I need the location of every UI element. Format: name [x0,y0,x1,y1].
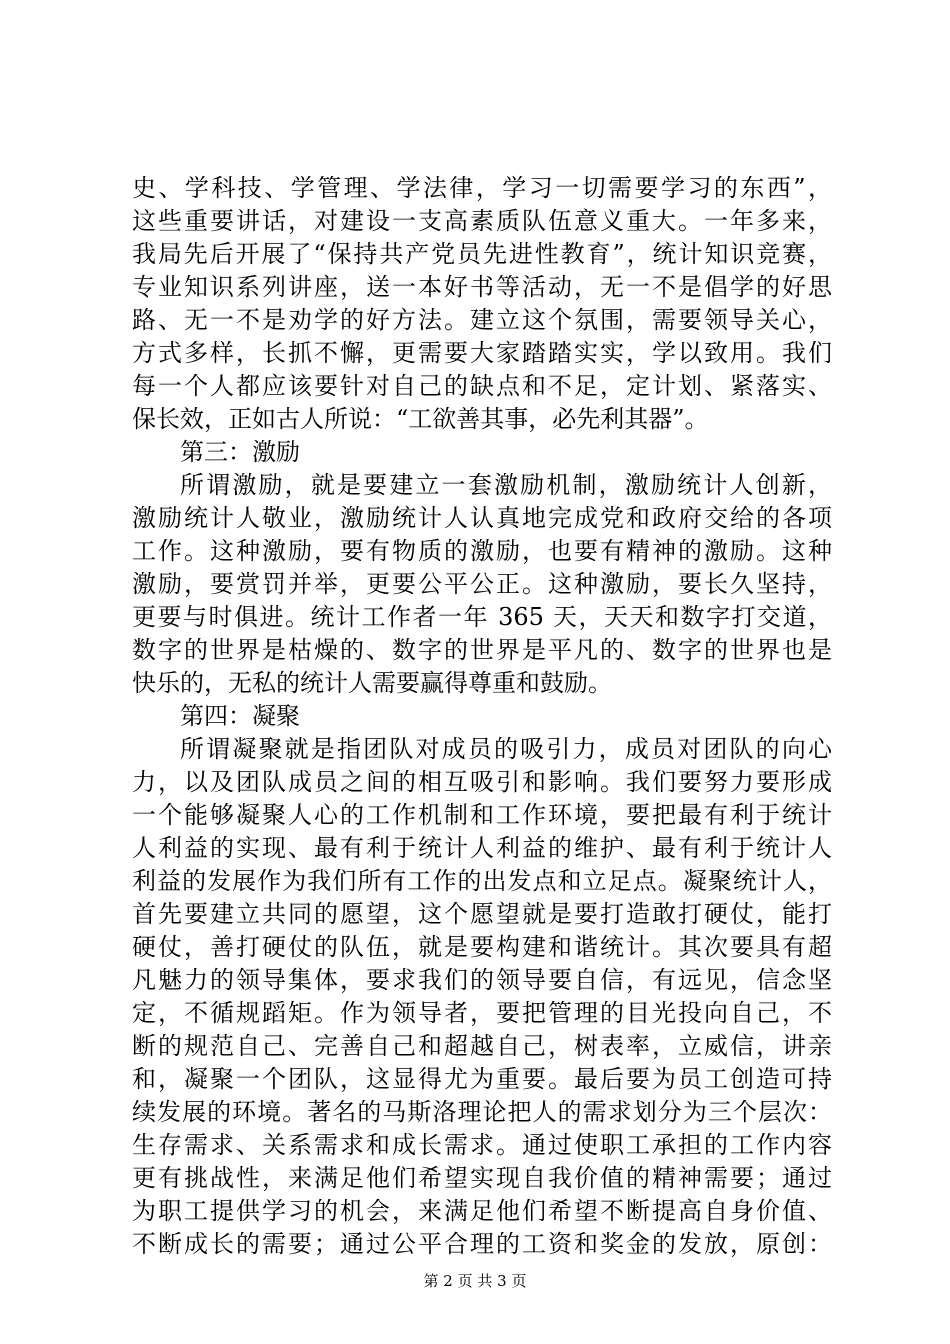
text-line: 路、无一不是劝学的好方法。建立这个氛围，需要领导关心， [132,306,832,334]
text-line: 数字的世界是枯燥的、数字的世界是平凡的、数字的世界也是 [132,636,832,664]
text-line: 断的规范自己、完善自己和超越自己，树表率，立威信，讲亲 [132,1032,832,1060]
page-number-footer: 第 2 页 共 3 页 [423,1272,527,1290]
text-line: 利益的发展作为我们所有工作的出发点和立足点。凝聚统计人， [132,867,832,895]
text-line: 方式多样，长抓不懈，更需要大家踏踏实实，学以致用。我们 [132,339,832,367]
text-line: 为职工提供学习的机会，来满足他们希望不断提高自身价值、 [132,1197,832,1225]
text-line: 力，以及团队成员之间的相互吸引和影响。我们要努力要形成 [132,768,832,796]
section-heading: 第三：激励 [180,438,300,466]
text-line: 快乐的，无私的统计人需要赢得尊重和鼓励。 [132,669,612,697]
text-line: 保长效，正如古人所说：“工欲善其事，必先利其器”。 [132,405,709,433]
section-heading: 第四：凝聚 [180,702,300,730]
text-line: 生存需求、关系需求和成长需求。通过使职工承担的工作内容 [132,1131,832,1159]
text-line: 每一个人都应该要针对自己的缺点和不足，定计划、紧落实、 [132,372,832,400]
text-line: 工作。这种激励，要有物质的激励，也要有精神的激励。这种 [132,537,832,565]
text-line: 更要与时俱进。统计工作者一年 365 天，天天和数字打交道， [132,603,832,631]
text-line: 史、学科技、学管理、学法律，学习一切需要学习的东西”， [132,174,832,202]
text-line: 我局先后开展了“保持共产党员先进性教育”，统计知识竞赛， [132,240,832,268]
text-line: 专业知识系列讲座，送一本好书等活动，无一不是倡学的好思 [132,273,832,301]
document-body [132,172,832,1261]
text-line: 和，凝聚一个团队，这显得尤为重要。最后要为员工创造可持 [132,1065,832,1093]
text-line: 续发展的环境。著名的马斯洛理论把人的需求划分为三个层次： [132,1098,832,1126]
text-line: 人利益的实现、最有利于统计人利益的维护、最有利于统计人 [132,834,832,862]
text-line: 所谓激励，就是要建立一套激励机制，激励统计人创新， [180,471,832,499]
text-line: 不断成长的需要；通过公平合理的工资和奖金的发放，原创： [132,1230,832,1258]
text-line: 硬仗，善打硬仗的队伍，就是要构建和谐统计。其次要具有超 [132,933,832,961]
text-line: 更有挑战性，来满足他们希望实现自我价值的精神需要；通过 [132,1164,832,1192]
text-line: 一个能够凝聚人心的工作机制和工作环境，要把最有利于统计 [132,801,832,829]
text-line: 定，不循规蹈矩。作为领导者，要把管理的目光投向自己，不 [132,999,832,1027]
text-line: 首先要建立共同的愿望，这个愿望就是要打造敢打硬仗，能打 [132,900,832,928]
text-line: 激励统计人敬业，激励统计人认真地完成党和政府交给的各项 [132,504,832,532]
text-line: 所谓凝聚就是指团队对成员的吸引力，成员对团队的向心 [180,735,832,763]
text-line: 激励，要赏罚并举，更要公平公正。这种激励，要长久坚持， [132,570,832,598]
text-line: 凡魅力的领导集体，要求我们的领导要自信，有远见，信念坚 [132,966,832,994]
text-line: 这些重要讲话，对建设一支高素质队伍意义重大。一年多来， [132,207,832,235]
